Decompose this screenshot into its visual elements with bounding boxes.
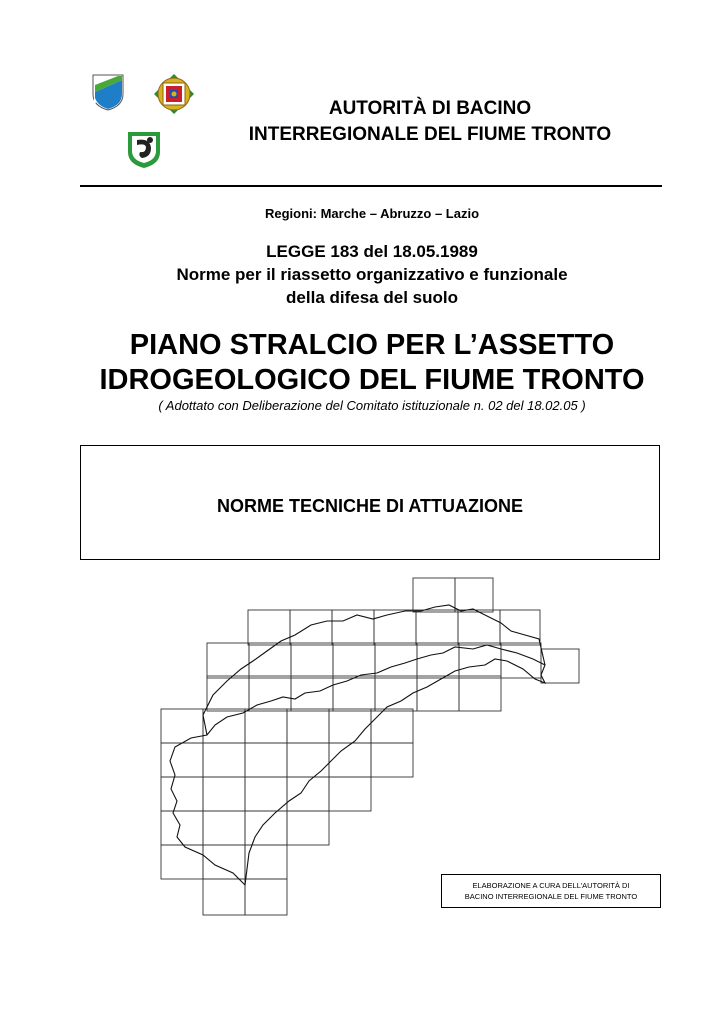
basin-outline: [170, 605, 545, 885]
law-reference: [10, 240, 724, 309]
credit-box: [441, 874, 661, 908]
plan-title-line-1: PIANO STRALCIO PER L’ASSETTO: [129, 329, 615, 361]
authority-line-2: INTERREGIONALE DEL FIUME TRONTO: [248, 124, 612, 145]
law-line-1: LEGGE 183 del 18.05.1989: [266, 242, 478, 261]
law-line-2: Norme per il riassetto organizzativo e funzionale: [176, 265, 568, 284]
authority-line-1: AUTORITÀ DI BACINO: [328, 98, 532, 119]
lazio-emblem-icon: [152, 72, 196, 121]
credit-line-1: ELABORAZIONE A CURA DELL’AUTORITÀ DI: [472, 881, 630, 890]
document-title-box: [80, 445, 660, 560]
marche-emblem-icon: [122, 126, 166, 175]
plan-title-line-2: IDROGEOLOGICO DEL FIUME TRONTO: [99, 364, 645, 396]
authority-title: [200, 96, 660, 148]
adoption-note: ( Adottato con Deliberazione del Comitato istituzionale n. 02 del 18.02.05 ): [158, 398, 586, 413]
sheet-grid: [161, 578, 579, 915]
credit-line-2: BACINO INTERREGIONALE DEL FIUME TRONTO: [464, 892, 638, 901]
regions-line: Regioni: Marche – Abruzzo – Lazio: [264, 206, 480, 221]
header-divider: [80, 185, 662, 187]
plan-title: [10, 328, 724, 398]
abruzzo-emblem-icon: [90, 72, 126, 117]
law-line-3: della difesa del suolo: [286, 288, 458, 307]
document-title: NORME TECNICHE DI ATTUAZIONE: [217, 496, 523, 516]
basin-map: [155, 575, 585, 925]
